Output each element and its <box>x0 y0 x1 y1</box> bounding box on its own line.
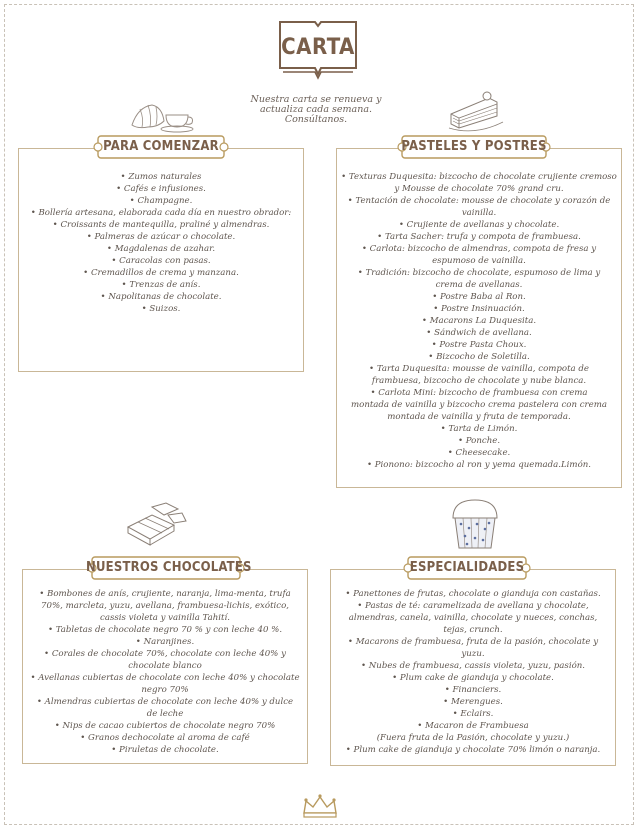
list-item: montada de vainilla y fruta de temporada. <box>387 412 571 422</box>
list-item: • Plum cake de gianduja y chocolate. <box>392 673 554 683</box>
especialidades-banner <box>402 555 532 581</box>
list-item: • Financiers. <box>444 685 502 695</box>
list-item: • Cremadillos de crema y manzana. <box>83 268 239 278</box>
list-item: chocolate blanco <box>128 661 202 671</box>
especialidades-list <box>331 588 615 756</box>
list-item: crema de avellanas. <box>435 280 523 290</box>
list-item: frambuesa, bizcocho de chocolate y nube blanca. <box>371 376 587 386</box>
pasteles-title: PASTELES Y POSTRES <box>401 139 547 154</box>
list-item: • Pastas de té: caramelizada de avellana y chocolate, <box>357 601 589 611</box>
list-item: • Macarons La Duquesita. <box>421 316 537 326</box>
list-item: • Almendras cubiertas de chocolate con leche 40% y dulce <box>36 697 294 707</box>
list-item: • Macaron de Frambuesa <box>417 721 529 731</box>
list-item: • Champagne. <box>129 196 193 206</box>
intro-line: Nuestra carta se renueva y <box>250 94 382 105</box>
list-item: vainilla. <box>461 208 497 218</box>
list-item: • Bizcocho de Soletilla. <box>428 352 530 362</box>
list-item: • Magdalenas de azahar. <box>106 244 216 254</box>
list-item: • Nips de cacao cubiertos de chocolate negro 70% <box>54 721 276 731</box>
carta-logo <box>277 18 359 80</box>
list-item: • Eclairs. <box>452 709 494 719</box>
list-item: montada de vainilla y bizcocho crema pastelera con crema <box>351 400 607 410</box>
list-item: • Carlota: bizcocho de almendras, compota de fresa y <box>361 244 597 254</box>
list-item: • Pionono: bizcocho al ron y yema quemada.Limón. <box>366 460 592 470</box>
pasteles-list <box>337 171 621 471</box>
list-item: • Tabletas de chocolate negro 70 % y con leche 40 %. <box>47 625 283 635</box>
intro-note <box>246 95 386 125</box>
chocolates-title: NUESTROS CHOCOLATES <box>86 560 252 575</box>
list-item: tejas, crunch. <box>443 625 503 635</box>
list-item: • Cheesecake. <box>447 448 511 458</box>
list-item: • Tarta Duquesita: mousse de vainilla, compota de <box>369 364 589 374</box>
list-item: • Caracolas con pasas. <box>111 256 211 266</box>
para-comenzar-banner <box>92 134 230 160</box>
list-item: • Napolitanas de chocolate. <box>100 292 222 302</box>
chocolates-list <box>23 588 307 756</box>
list-item: (Fuera fruta de la Pasión, chocolate y yuzu.) <box>376 733 570 743</box>
list-item: • Croissants de mantequilla, praliné y almendras. <box>52 220 270 230</box>
para-comenzar-list <box>19 171 303 315</box>
list-item: • Texturas Duquesita: bizcocho de chocolate crujiente cremoso <box>341 172 617 182</box>
list-item: de leche <box>146 709 184 719</box>
list-item: • Bollería artesana, elaborada cada día en nuestro obrador: <box>30 208 292 218</box>
list-item: • Tentación de chocolate: mousse de chocolate y corazón de <box>347 196 611 206</box>
list-item: yuzu. <box>461 649 485 659</box>
crown-icon <box>300 793 340 819</box>
pasteles-banner <box>396 134 552 160</box>
list-item: • Panettones de frutas, chocolate o gianduja con castañas. <box>345 589 601 599</box>
list-item: • Zumos naturales <box>120 172 202 182</box>
para-comenzar-panel <box>18 148 304 372</box>
list-item: • Nubes de frambuesa, cassis violeta, yuzu, pasión. <box>360 661 586 671</box>
para-comenzar-title: PARA COMENZAR <box>103 139 219 154</box>
list-item: • Carlota Mini: bizcocho de frambuesa con crema <box>370 388 588 398</box>
especialidades-panel <box>330 569 616 766</box>
list-item: • Naranjines. <box>135 637 195 647</box>
list-item: • Tarta de Limón. <box>440 424 518 434</box>
list-item: 70%, marcleta, yuzu, avellana, frambuesa-lichis, exótico, <box>41 601 289 611</box>
chocolate-pieces-illustration <box>122 501 190 551</box>
list-item: • Postre Baba al Ron. <box>432 292 526 302</box>
list-item: • Postre Pasta Choux. <box>431 340 527 350</box>
list-item: • Suizos. <box>141 304 181 314</box>
intro-line: Consúltanos. <box>284 114 348 125</box>
list-item: • Ponche. <box>457 436 501 446</box>
list-item: • Merengues. <box>443 697 503 707</box>
list-item: • Postre Insinuación. <box>433 304 525 314</box>
list-item: • Trenzas de anís. <box>121 280 201 290</box>
chocolates-banner <box>86 555 252 581</box>
list-item: • Plum cake de gianduja y chocolate 70% limón o naranja. <box>345 745 601 755</box>
list-item: y Mousse de chocolate 70% grand cru. <box>394 184 564 194</box>
logo-text: CARTA <box>281 35 355 60</box>
list-item: cassis violeta y vainilla Tahití. <box>100 613 230 623</box>
list-item: espumoso de vainilla. <box>432 256 526 266</box>
list-item: • Avellanas cubiertas de chocolate con leche 40% y chocolate <box>30 673 300 683</box>
list-item: almendras, canela, vainilla, chocolate y nueces, conchas, <box>348 613 598 623</box>
muffin-illustration <box>447 496 503 552</box>
list-item: • Macarons de frambuesa, fruta de la pasión, chocolate y <box>347 637 599 647</box>
list-item: negro 70% <box>141 685 189 695</box>
list-item: • Crujiente de avellanas y chocolate. <box>398 220 560 230</box>
cake-slice-illustration <box>447 88 507 132</box>
list-item: • Piruletas de chocolate. <box>111 745 219 755</box>
intro-line: actualiza cada semana. <box>259 104 373 115</box>
list-item: • Tarta Sacher: trufa y compota de frambuesa. <box>377 232 581 242</box>
croissant-and-teacup-illustration <box>128 97 198 133</box>
list-item: • Cafés e infusiones. <box>116 184 206 194</box>
list-item: • Palmeras de azúcar o chocolate. <box>86 232 236 242</box>
pasteles-panel <box>336 148 622 488</box>
chocolates-panel <box>22 569 308 764</box>
list-item: • Sándwich de avellana. <box>426 328 532 338</box>
list-item: • Granos dechocolate al aroma de café <box>80 733 250 743</box>
list-item: • Corales de chocolate 70%, chocolate con leche 40% y <box>44 649 286 659</box>
list-item: • Tradición: bizcocho de chocolate, espumoso de lima y <box>357 268 601 278</box>
especialidades-title: ESPECIALIDADES <box>409 560 525 575</box>
list-item: • Bombones de anís, crujiente, naranja, lima-menta, trufa <box>39 589 291 599</box>
